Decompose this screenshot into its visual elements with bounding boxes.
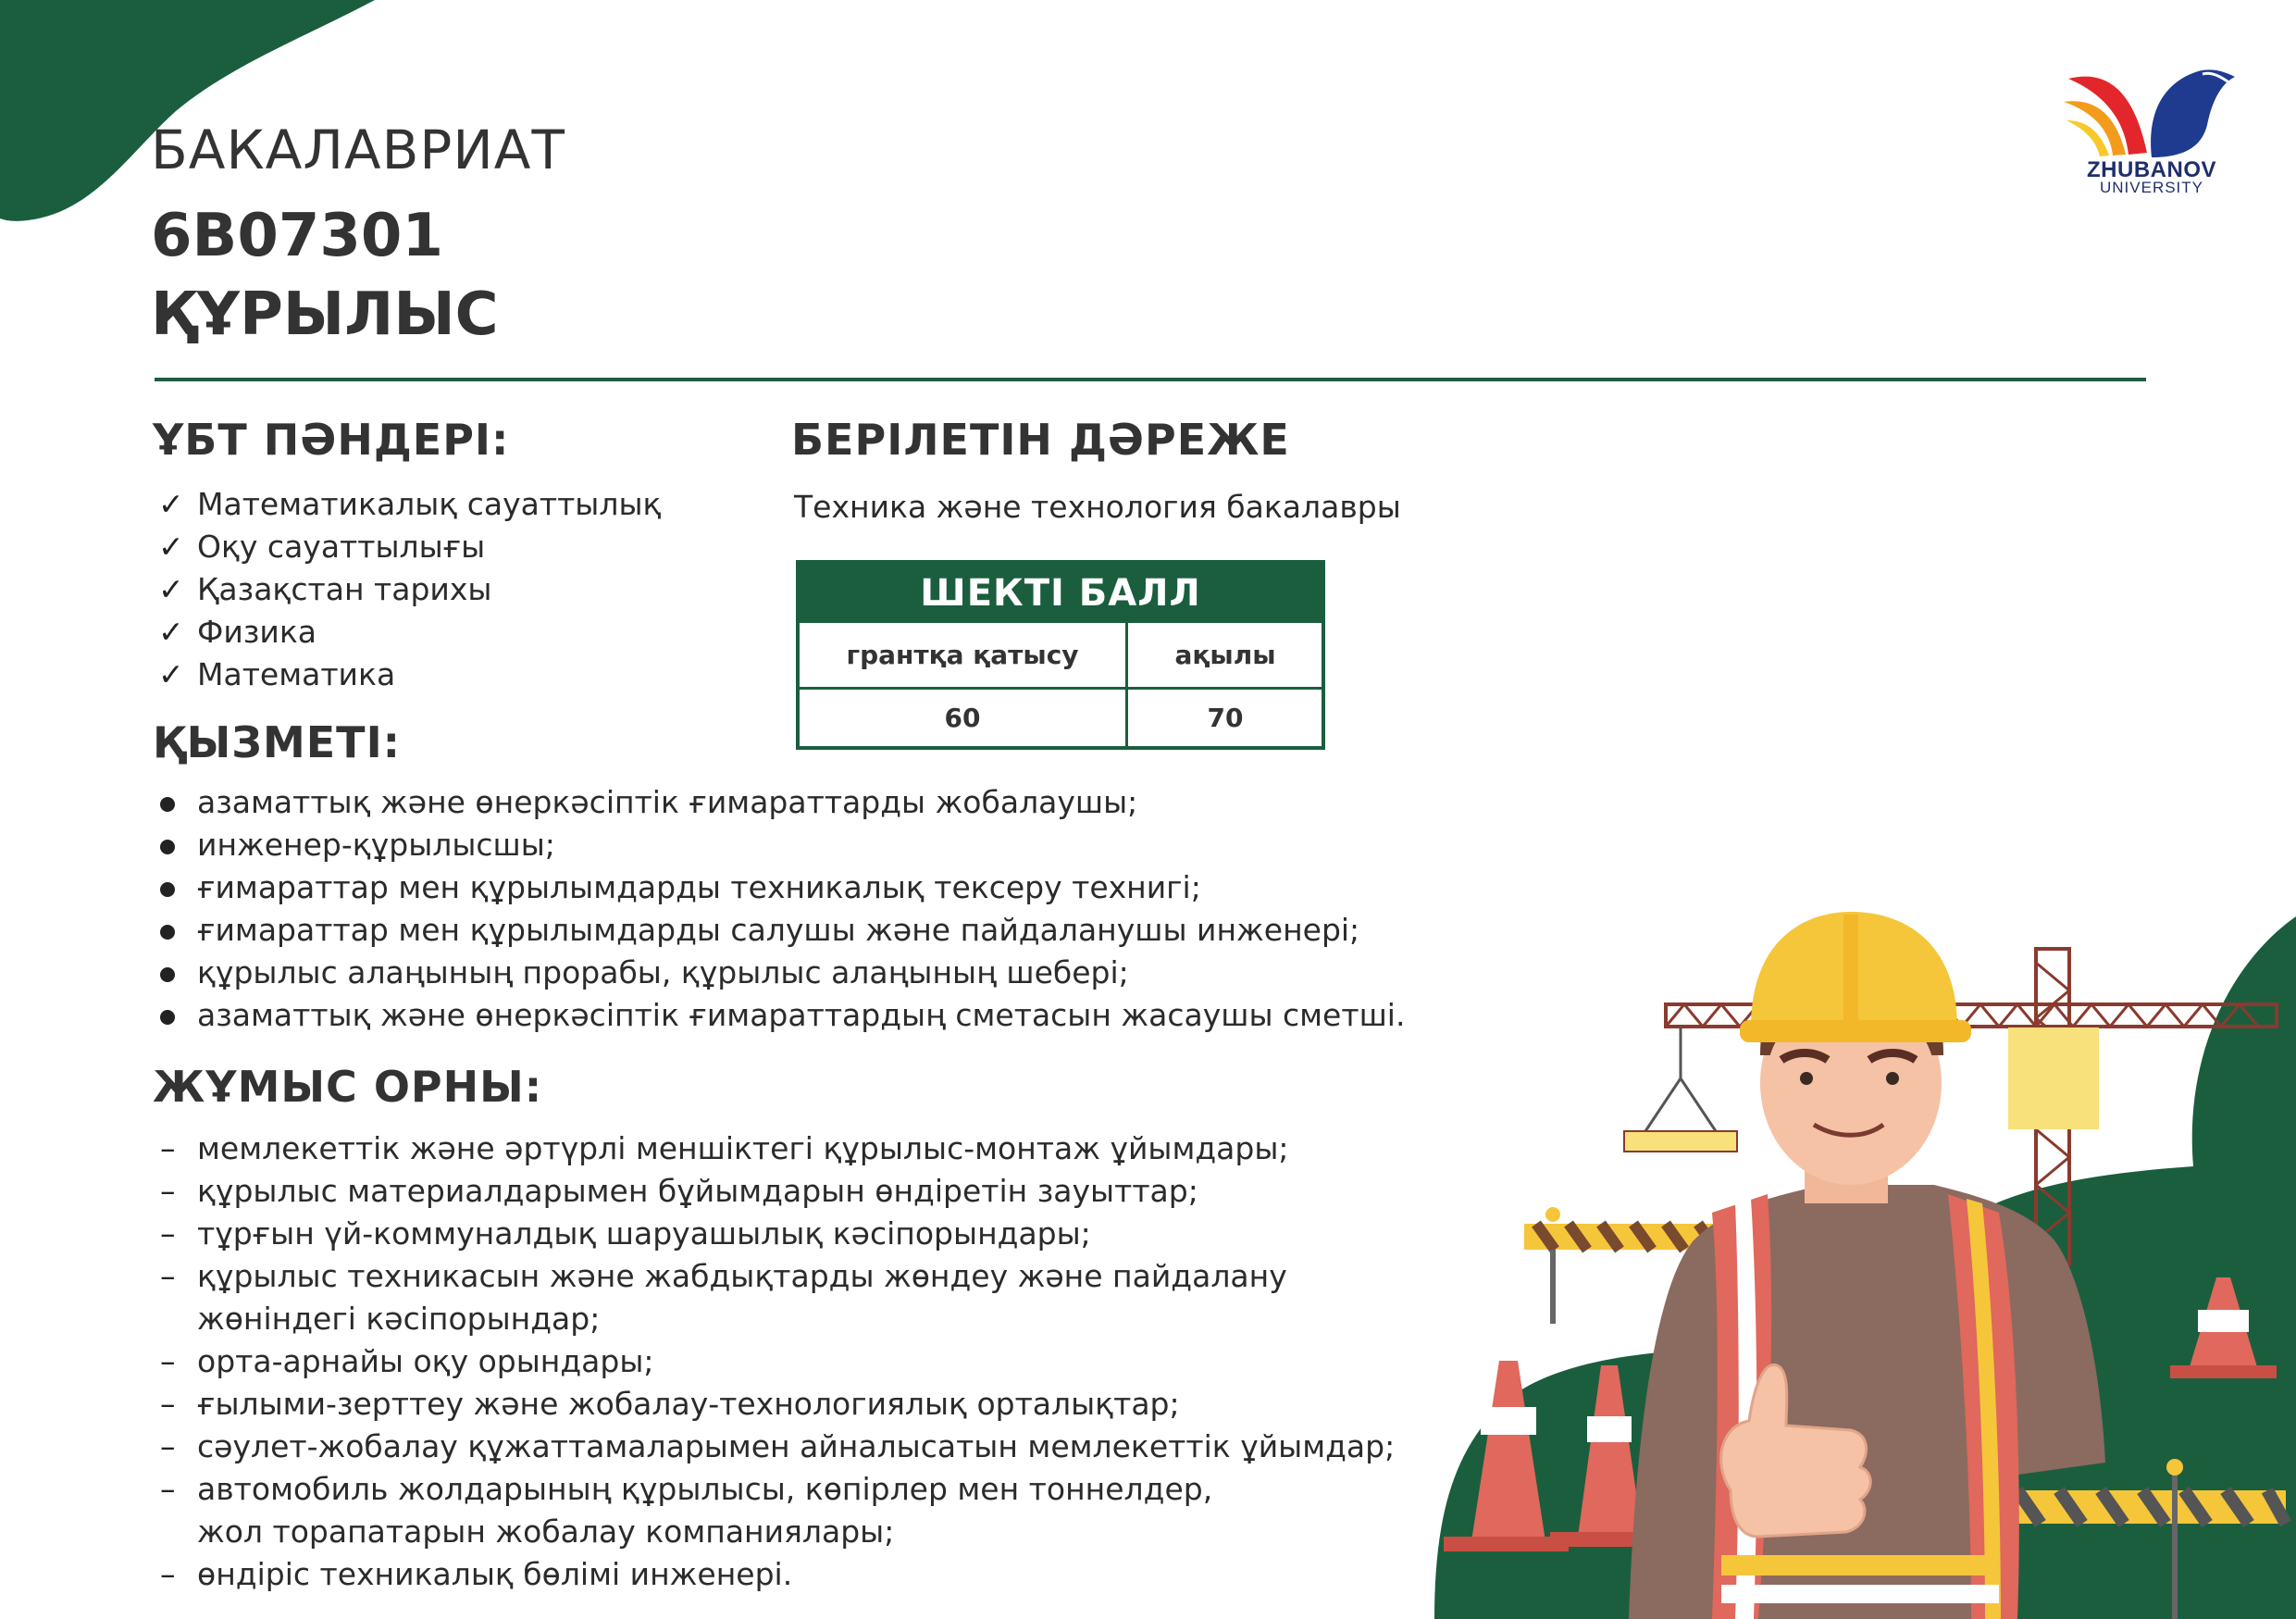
ubt-item: ✓ Оқу сауаттылығы xyxy=(155,526,661,568)
program-code: 6B07301 xyxy=(151,202,443,270)
logo-name: ZHUBANOV xyxy=(2087,157,2216,182)
score-col2-value: 70 xyxy=(1207,703,1244,733)
ubt-item: ✓ Физика xyxy=(155,611,661,654)
job-item: құрылыс алаңының прорабы, құрылыс алаңының шебері; xyxy=(155,952,1405,994)
score-col1-value: 60 xyxy=(944,703,981,733)
ubt-list xyxy=(155,483,661,696)
job-item: азаматтық және өнеркәсіптік ғимараттарды жобалаушы; xyxy=(155,781,1405,824)
score-col2-label: ақылы xyxy=(1174,640,1276,670)
construction-worker-illustration xyxy=(1416,889,2296,1619)
job-item: ғимараттар мен құрылымдарды техникалық тексеру технигі; xyxy=(155,866,1405,909)
score-title: ШЕКТІ БАЛЛ xyxy=(800,564,1322,623)
header-divider xyxy=(155,378,2146,381)
score-col1-label: грантқа қатысу xyxy=(846,640,1079,670)
work-item: – тұрғын үй-коммуналдық шаруашылық кәсіпорындары; xyxy=(155,1213,1395,1255)
job-item: ғимараттар мен құрылымдарды салушы және пайдаланушы инженері; xyxy=(155,909,1405,952)
program-level: БАКАЛАВРИАТ xyxy=(151,118,565,181)
work-item: – құрылыс материалдарымен бұйымдарын өндіретін зауыттар; xyxy=(155,1170,1395,1213)
degree-text: Техника және технология бакалавры xyxy=(794,489,1401,525)
work-item: – өндіріс техникалық бөлімі инженері. xyxy=(155,1553,1395,1596)
work-item: – орта-арнайы оқу орындары; xyxy=(155,1340,1395,1383)
work-list xyxy=(155,1127,1395,1596)
degree-title: БЕРІЛЕТІН ДӘРЕЖЕ xyxy=(791,415,1290,465)
job-item: инженер-құрылысшы; xyxy=(155,824,1405,866)
logo-subtitle: UNIVERSITY xyxy=(2099,179,2204,196)
score-row-divider xyxy=(800,687,1322,690)
work-item: – сәулет-жобалау құжаттамаларымен айналысатын мемлекеттік ұйымдар; xyxy=(155,1426,1395,1468)
job-item: азаматтық және өнеркәсіптік ғимараттардың сметасын жасаушы сметші. xyxy=(155,994,1405,1037)
work-item-continuation: жол торапатарын жобалау компаниялары; xyxy=(197,1513,895,1550)
ubt-item: ✓ Математикалық сауаттылық xyxy=(155,483,661,526)
jobs-list xyxy=(155,781,1405,1037)
program-name: ҚҰРЫЛЫС xyxy=(151,280,499,349)
work-item: – құрылыс техникасын және жабдықтарды жөндеу және пайдалану xyxy=(155,1255,1395,1298)
work-item-continuation: жөніндегі кәсіпорындар; xyxy=(197,1301,601,1337)
work-item: – мемлекеттік және әртүрлі меншіктегі құрылыс-монтаж ұйымдары; xyxy=(155,1127,1395,1170)
ubt-item: ✓ Қазақстан тарихы xyxy=(155,568,661,611)
work-title: ЖҰМЫС ОРНЫ: xyxy=(153,1062,543,1112)
work-item: – ғылыми-зерттеу және жобалау-технологиялық орталықтар; xyxy=(155,1383,1395,1426)
ubt-item: ✓ Математика xyxy=(155,654,661,696)
jobs-title: ҚЫЗМЕТІ: xyxy=(153,717,402,767)
score-table xyxy=(796,560,1325,750)
ubt-title: ҰБТ ПӘНДЕРІ: xyxy=(153,415,510,465)
work-item: – автомобиль жолдарының құрылысы, көпірлер мен тоннелдер, xyxy=(155,1468,1395,1511)
